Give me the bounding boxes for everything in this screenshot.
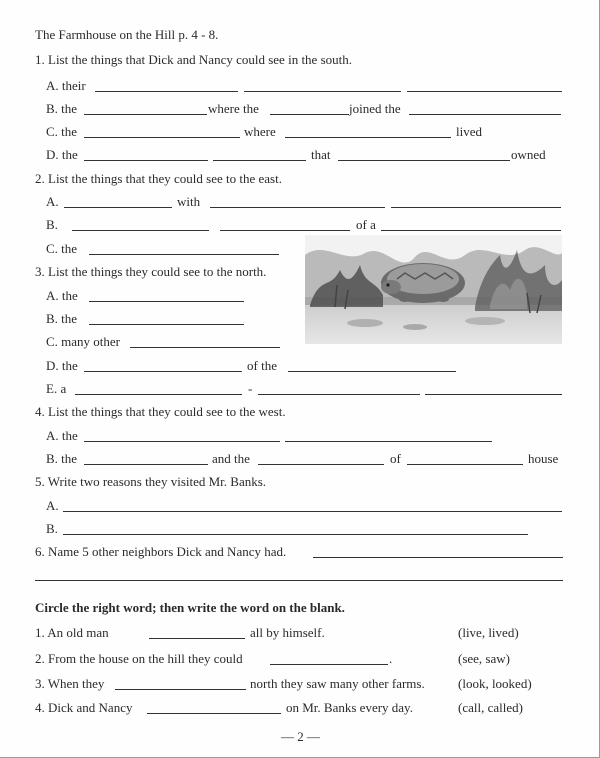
q3-e-dash: - bbox=[248, 381, 253, 396]
q4-b-mid-1: and the bbox=[212, 451, 250, 466]
q3-e-blank-3[interactable] bbox=[425, 394, 562, 395]
q3-c-label: C. many other bbox=[46, 334, 121, 349]
circle-item-4-post: on Mr. Banks every day. bbox=[286, 700, 413, 715]
q3-b-label: B. the bbox=[46, 311, 78, 326]
q1-a-blank-1[interactable] bbox=[95, 91, 238, 92]
q4-a-blank-1[interactable] bbox=[84, 441, 280, 442]
circle-item-2-pre: 2. From the house on the hill they could bbox=[35, 651, 243, 666]
q1-a-blank-2[interactable] bbox=[244, 91, 401, 92]
q1-c-blank-1[interactable] bbox=[84, 137, 240, 138]
q3-d-label: D. the bbox=[46, 358, 78, 373]
q3-b-blank[interactable] bbox=[89, 324, 244, 325]
q2-b-label: B. bbox=[46, 217, 58, 232]
circle-item-1-post: all by himself. bbox=[250, 625, 325, 640]
q2-b-blank-3[interactable] bbox=[381, 230, 561, 231]
circle-item-2-blank[interactable] bbox=[270, 664, 388, 665]
q3-d-blank-2[interactable] bbox=[288, 371, 456, 372]
q5-b-blank[interactable] bbox=[63, 534, 528, 535]
q4-b-mid-2: of bbox=[390, 451, 401, 466]
q1-b-mid-2: joined the bbox=[349, 101, 401, 116]
q2-a-blank-2[interactable] bbox=[210, 207, 385, 208]
q1-c-end: lived bbox=[456, 124, 482, 139]
q3-e-blank-2[interactable] bbox=[258, 394, 420, 395]
q2-b-blank-1[interactable] bbox=[72, 230, 209, 231]
circle-item-4-blank[interactable] bbox=[147, 713, 281, 714]
circle-item-1-choices[interactable]: (live, lived) bbox=[458, 625, 519, 640]
q4-b-end: house bbox=[528, 451, 559, 466]
q1-d-blank-3[interactable] bbox=[338, 160, 510, 161]
q1-c-blank-2[interactable] bbox=[285, 137, 451, 138]
q5-b-label: B. bbox=[46, 521, 58, 536]
circle-item-4-pre: 4. Dick and Nancy bbox=[35, 700, 133, 715]
q6-blank-1[interactable] bbox=[313, 557, 563, 558]
question-6-prompt: 6. Name 5 other neighbors Dick and Nancy had. bbox=[35, 544, 287, 559]
q4-a-label: A. the bbox=[46, 428, 78, 443]
q1-c-label: C. the bbox=[46, 124, 78, 139]
question-5-prompt: 5. Write two reasons they visited Mr. Banks. bbox=[35, 474, 267, 489]
q1-b-label: B. the bbox=[46, 101, 78, 116]
q1-b-blank-3[interactable] bbox=[409, 114, 561, 115]
q1-a-label: A. their bbox=[46, 78, 86, 93]
circle-section-heading: Circle the right word; then write the word on the blank. bbox=[35, 600, 345, 615]
circle-item-3-post: north they saw many other farms. bbox=[250, 676, 425, 691]
q1-b-blank-2[interactable] bbox=[270, 114, 349, 115]
circle-item-1-pre: 1. An old man bbox=[35, 625, 109, 640]
question-2-prompt: 2. List the things that they could see to the east. bbox=[35, 171, 282, 186]
circle-item-3-choices[interactable]: (look, looked) bbox=[458, 676, 532, 691]
q1-d-end: owned bbox=[511, 147, 546, 162]
q1-b-mid-1: where the bbox=[208, 101, 259, 116]
q1-d-label: D. the bbox=[46, 147, 78, 162]
turtle-pond-illustration bbox=[305, 235, 562, 344]
q4-a-blank-2[interactable] bbox=[285, 441, 492, 442]
q3-a-blank[interactable] bbox=[89, 301, 244, 302]
circle-item-2-post: . bbox=[389, 651, 393, 666]
q2-c-label: C. the bbox=[46, 241, 78, 256]
q2-a-label: A. bbox=[46, 194, 59, 209]
q2-c-blank[interactable] bbox=[89, 254, 279, 255]
q1-b-blank-1[interactable] bbox=[84, 114, 207, 115]
circle-item-2-choices[interactable]: (see, saw) bbox=[458, 651, 510, 666]
q1-d-blank-2[interactable] bbox=[213, 160, 306, 161]
q1-d-blank-1[interactable] bbox=[84, 160, 208, 161]
question-4-prompt: 4. List the things that they could see to the west. bbox=[35, 404, 286, 419]
q2-a-blank-1[interactable] bbox=[64, 207, 172, 208]
q2-a-mid: with bbox=[177, 194, 201, 209]
q3-e-label: E. a bbox=[46, 381, 67, 396]
q1-d-mid: that bbox=[311, 147, 331, 162]
q3-d-mid: of the bbox=[247, 358, 277, 373]
q3-c-blank[interactable] bbox=[130, 347, 280, 348]
question-3-prompt: 3. List the things they could see to the north. bbox=[35, 264, 267, 279]
circle-item-1-blank[interactable] bbox=[149, 638, 245, 639]
q5-a-label: A. bbox=[46, 498, 59, 513]
q3-d-blank-1[interactable] bbox=[84, 371, 242, 372]
page-title: The Farmhouse on the Hill p. 4 - 8. bbox=[35, 27, 219, 42]
circle-item-3-blank[interactable] bbox=[115, 689, 246, 690]
circle-item-3-pre: 3. When they bbox=[35, 676, 105, 691]
q6-blank-2[interactable] bbox=[35, 580, 563, 581]
page-number: — 2 — bbox=[281, 729, 320, 744]
question-1-prompt: 1. List the things that Dick and Nancy could see in the south. bbox=[35, 52, 352, 67]
q4-b-label: B. the bbox=[46, 451, 78, 466]
q4-b-blank-2[interactable] bbox=[258, 464, 384, 465]
q2-b-mid: of a bbox=[356, 217, 376, 232]
q1-c-mid: where bbox=[244, 124, 276, 139]
q2-a-blank-3[interactable] bbox=[391, 207, 561, 208]
q4-b-blank-1[interactable] bbox=[84, 464, 208, 465]
q4-b-blank-3[interactable] bbox=[407, 464, 523, 465]
q1-a-blank-3[interactable] bbox=[407, 91, 562, 92]
q2-b-blank-2[interactable] bbox=[220, 230, 350, 231]
q3-e-blank-1[interactable] bbox=[75, 394, 242, 395]
q3-a-label: A. the bbox=[46, 288, 78, 303]
q5-a-blank[interactable] bbox=[63, 511, 562, 512]
circle-item-4-choices[interactable]: (call, called) bbox=[458, 700, 523, 715]
